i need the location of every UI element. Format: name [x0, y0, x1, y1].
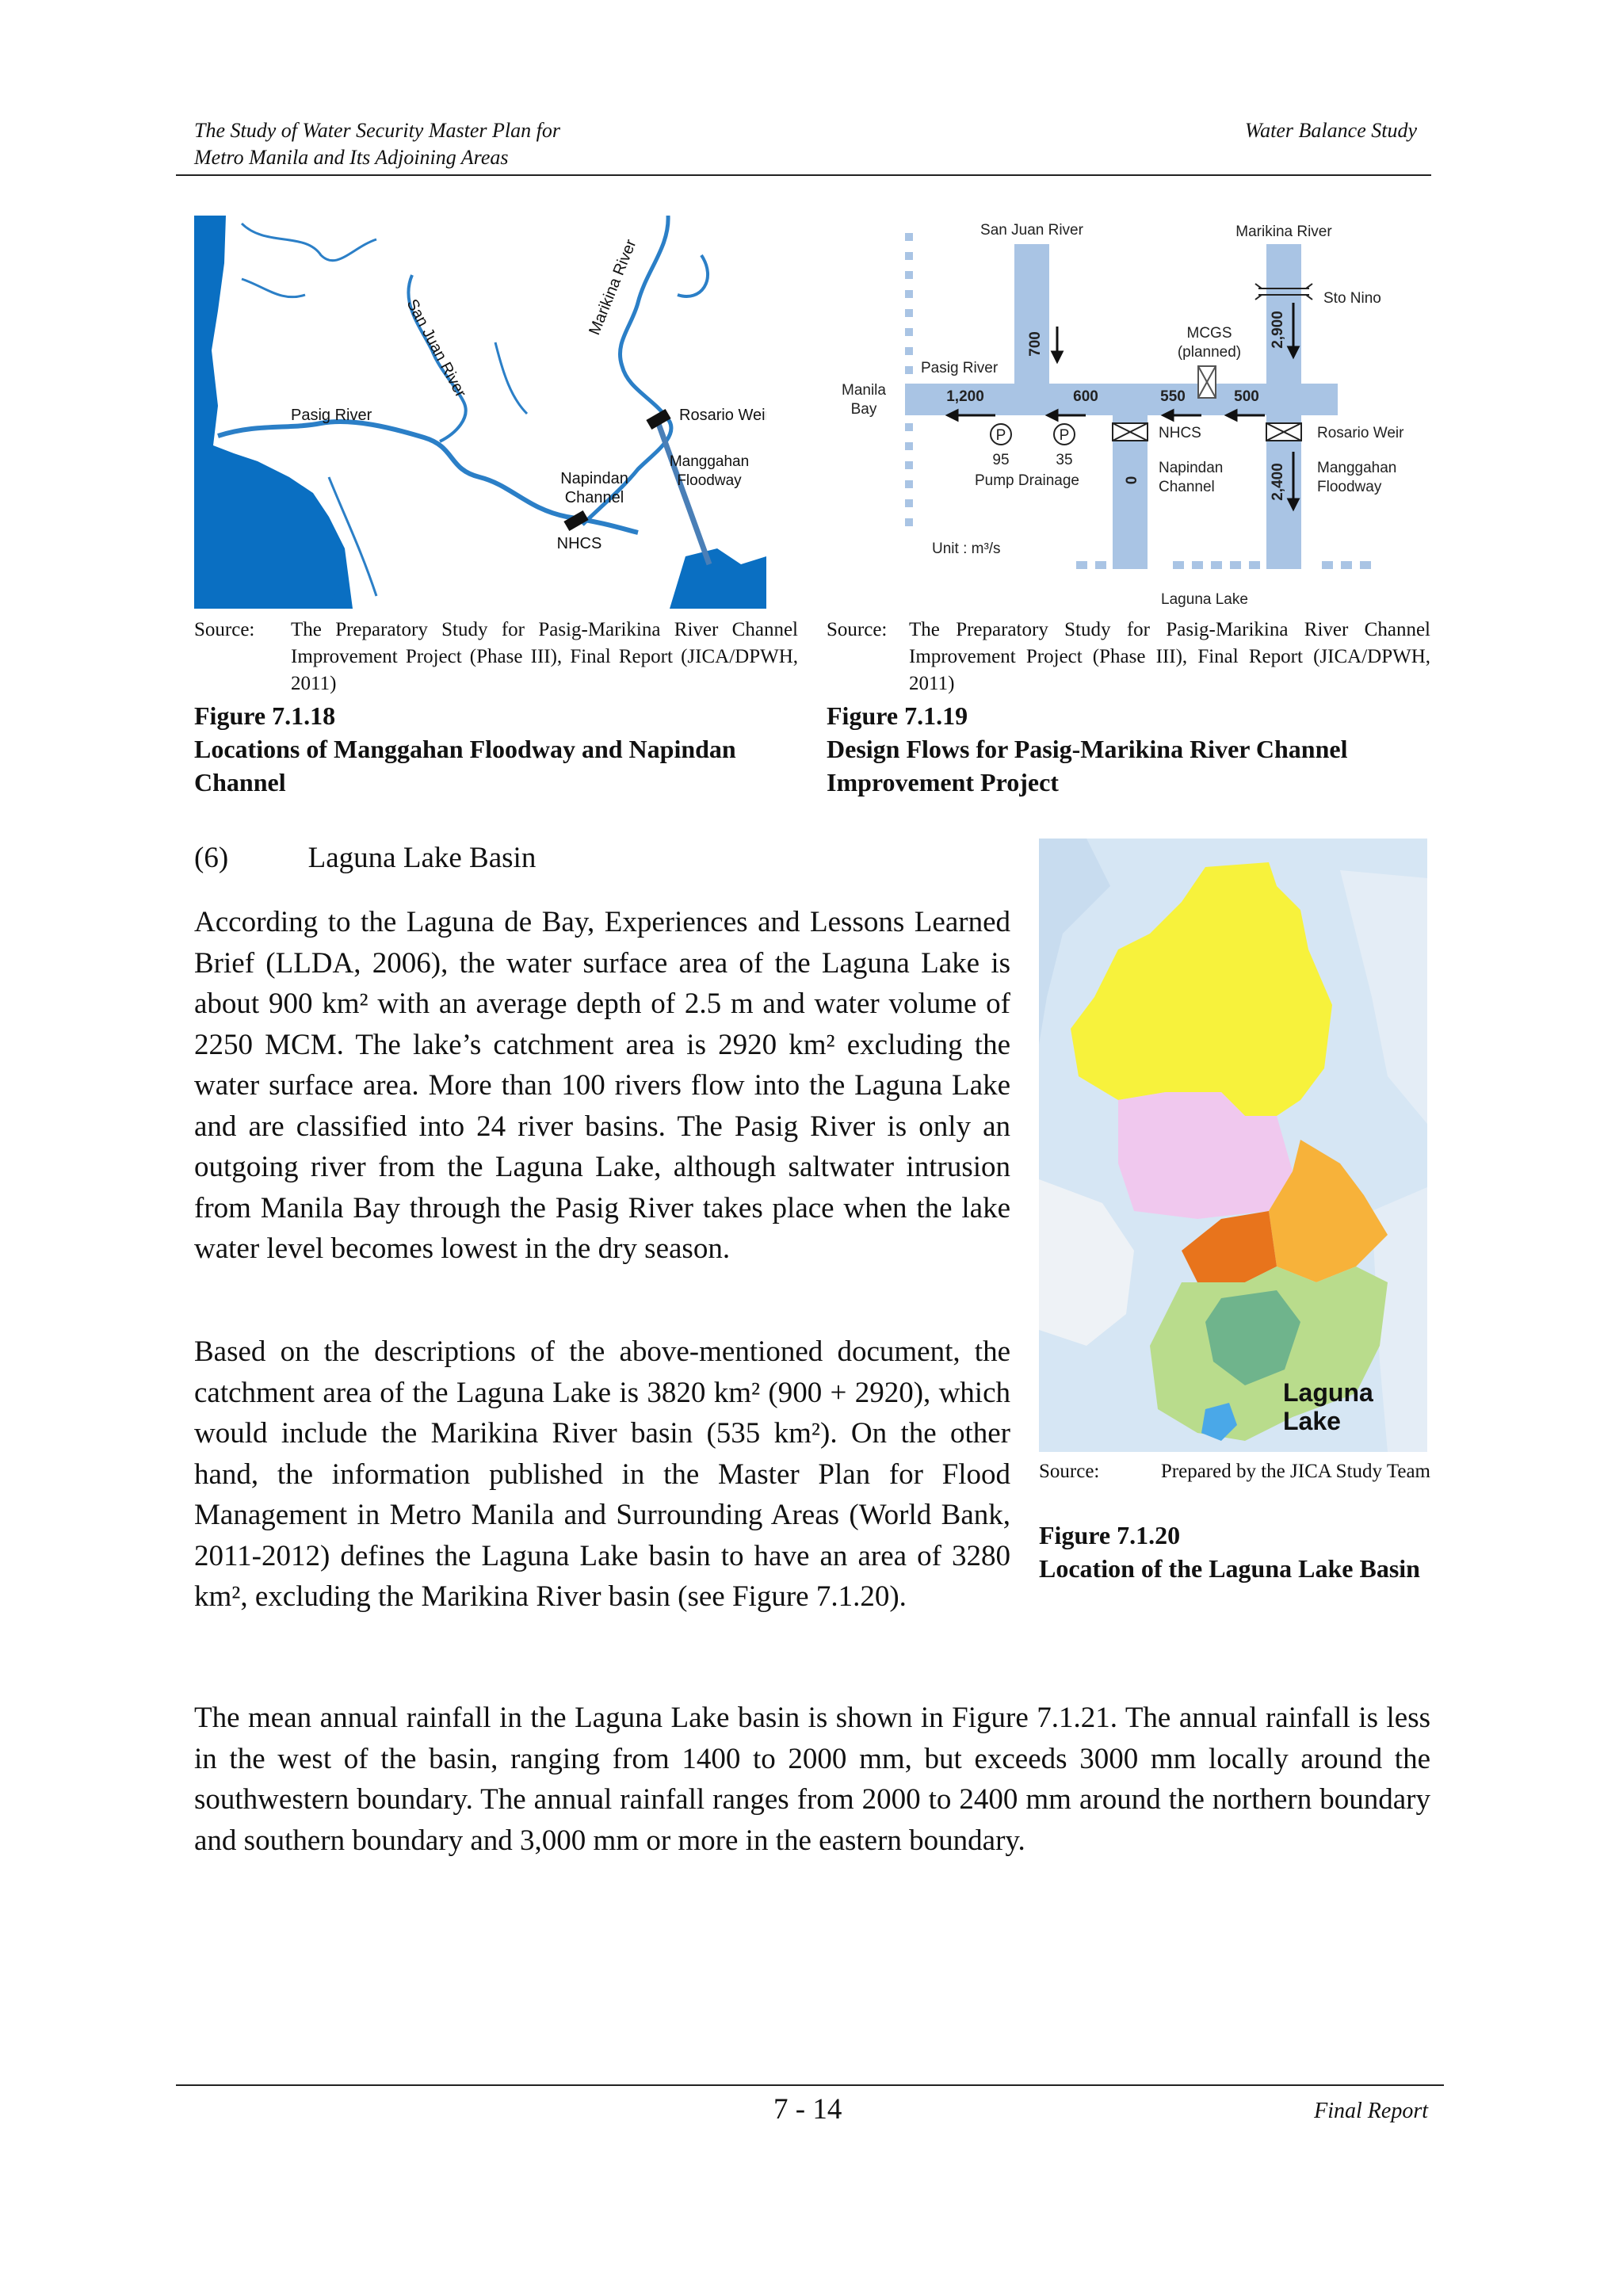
- fig18-source-text: The Preparatory Study for Pasig-Marikina River Channel Improvement Project (Phase III), Final Report (JICA/DPWH, 2011): [291, 619, 798, 694]
- header-title-line2: Metro Manila and Its Adjoining Areas: [194, 146, 509, 169]
- figure-7-1-20-map: [1039, 839, 1427, 1452]
- label-rosario: Rosario Weir: [1317, 425, 1404, 441]
- label-mcgs-1: MCGS: [1186, 325, 1232, 342]
- page-number: 7 - 14: [773, 2093, 842, 2126]
- label-rosario: Rosario Weir: [679, 407, 766, 424]
- header-left: [194, 117, 560, 171]
- label-nhcs: NHCS: [556, 535, 602, 552]
- section-title: Laguna Lake Basin: [307, 842, 537, 874]
- label-san-juan: San Juan River: [980, 222, 1083, 239]
- fig18-caption: [194, 699, 796, 799]
- label-manggahan-1: Manggahan: [669, 453, 750, 470]
- header-section: Water Balance Study: [1244, 119, 1417, 142]
- fig20-source-text: Prepared by the JICA Study Team: [1160, 1461, 1430, 1482]
- label-napindan-2: Channel: [1159, 479, 1215, 495]
- header-title-line1: The Study of Water Security Master Plan for: [194, 119, 560, 142]
- pump-value-2: 35: [1056, 452, 1073, 468]
- label-napindan-1: Napindan: [560, 470, 628, 487]
- label-manggahan-2: Floodway: [677, 472, 742, 489]
- paragraph-3: The mean annual rainfall in the Laguna Lake basin is shown in Figure 7.1.21. The annual rainfall is less in the west of the basin, ranging from 1400 to 2000 mm, but exceeds 3000 mm locally around the southwestern boundary. The annual rainfall ranges from 2000 to 2400 mm around the northern boundary and southern boundary and 3,000 mm or more in the eastern boundary.: [194, 1702, 1430, 1857]
- footer-right: Final Report: [1314, 2099, 1428, 2123]
- label-nhcs: NHCS: [1159, 425, 1201, 441]
- fig19-number: Figure 7.1.19: [827, 701, 968, 730]
- label-napindan-1: Napindan: [1159, 460, 1224, 476]
- fig19-title: Design Flows for Pasig-Marikina River Channel Improvement Project: [827, 735, 1348, 797]
- pump-value-1: 95: [992, 452, 1010, 468]
- section-number: (6): [194, 842, 229, 874]
- label-manila-bay-2: Bay: [850, 401, 877, 418]
- label-unit: Unit : m³/s: [932, 541, 1001, 557]
- section-heading: [194, 839, 536, 878]
- flow-pasig-3: 550: [1160, 388, 1186, 405]
- paragraph-2: Based on the descriptions of the above-mentioned document, the catchment area of the Laguna Lake is 3820 km² (900 + 2920), which would include the Marikina River basin (535 km²). On the other hand, the information published in the Master Plan for Flood Management in Metro Manila and Surrounding Areas (World Bank, 2011-2012) defines the Laguna Lake basin to have an area of 3280 km², excluding the Marikina River basin (see Figure 7.1.20).: [194, 1335, 1010, 1613]
- fig20-source-label: Source:: [1039, 1461, 1100, 1482]
- label-manggahan-1: Manggahan: [1317, 460, 1397, 476]
- flow-marikina: 2,900: [1270, 311, 1286, 349]
- label-marikina: Marikina River: [586, 237, 640, 338]
- nhcs-structure-icon: [1113, 423, 1148, 441]
- figure-7-1-18-map: [194, 216, 766, 609]
- label-pump-drainage: Pump Drainage: [974, 472, 1080, 489]
- flow-pasig-1: 1,200: [946, 388, 984, 405]
- footer-rule: [176, 2084, 1444, 2086]
- flow-pasig-2: 600: [1073, 388, 1098, 405]
- label-san-juan: San Juan River: [403, 296, 470, 401]
- paragraph-1: According to the Laguna de Bay, Experiences and Lessons Learned Brief (LLDA, 2006), the water surface area of the Laguna Lake is about 900 km² with an average depth of 2.5 m and water volume of 2250 MCM. The lake’s catchment area is 2920 km² excluding the water surface area. More than 100 rivers flow into the Laguna Lake and are classified into 24 river basins. The Pasig River is only an outgoing river from the Laguna Lake, although saltwater intrusion from Manila Bay through the Pasig River takes place when the lake water level becomes lowest in the dry season.: [194, 906, 1010, 1265]
- fig20-title: Location of the Laguna Lake Basin: [1039, 1554, 1420, 1583]
- label-manggahan-2: Floodway: [1317, 479, 1382, 495]
- label-laguna: Laguna: [1283, 1378, 1373, 1407]
- flow-manggahan: 2,400: [1270, 463, 1286, 501]
- fig20-caption: [1039, 1519, 1435, 1585]
- svg-text:P: P: [995, 427, 1006, 444]
- fig18-number: Figure 7.1.18: [194, 701, 336, 730]
- flow-pasig-4: 500: [1234, 388, 1259, 405]
- label-laguna: Laguna Lake: [1161, 591, 1248, 608]
- header-rule: [176, 174, 1431, 176]
- label-mcgs-2: (planned): [1177, 344, 1242, 361]
- san-juan-channel: [1014, 244, 1049, 395]
- flow-san-juan: 700: [1027, 331, 1044, 357]
- svg-text:P: P: [1059, 427, 1070, 444]
- label-sto-nino: Sto Nino: [1323, 290, 1381, 307]
- label-napindan-2: Channel: [564, 489, 624, 506]
- marikina-floodway-channel: [1266, 244, 1301, 569]
- label-lake: Lake: [1283, 1407, 1341, 1435]
- fig18-title: Locations of Manggahan Floodway and Napindan Channel: [194, 735, 736, 797]
- fig18-source-label: Source:: [194, 619, 255, 640]
- figure-7-1-19-diagram: [824, 216, 1431, 612]
- label-pasig: Pasig River: [291, 407, 372, 424]
- label-manila-bay-1: Manila: [842, 382, 886, 399]
- fig19-caption: [827, 699, 1445, 799]
- fig19-source-text: The Preparatory Study for Pasig-Marikina River Channel Improvement Project (Phase III), Final Report (JICA/DPWH, 2011): [909, 619, 1430, 694]
- label-pasig: Pasig River: [921, 360, 999, 376]
- label-marikina: Marikina River: [1235, 223, 1332, 240]
- fig20-number: Figure 7.1.20: [1039, 1521, 1181, 1549]
- rosario-weir-icon: [1266, 423, 1301, 441]
- flow-napindan: 0: [1124, 476, 1140, 485]
- fig19-source-label: Source:: [827, 619, 888, 640]
